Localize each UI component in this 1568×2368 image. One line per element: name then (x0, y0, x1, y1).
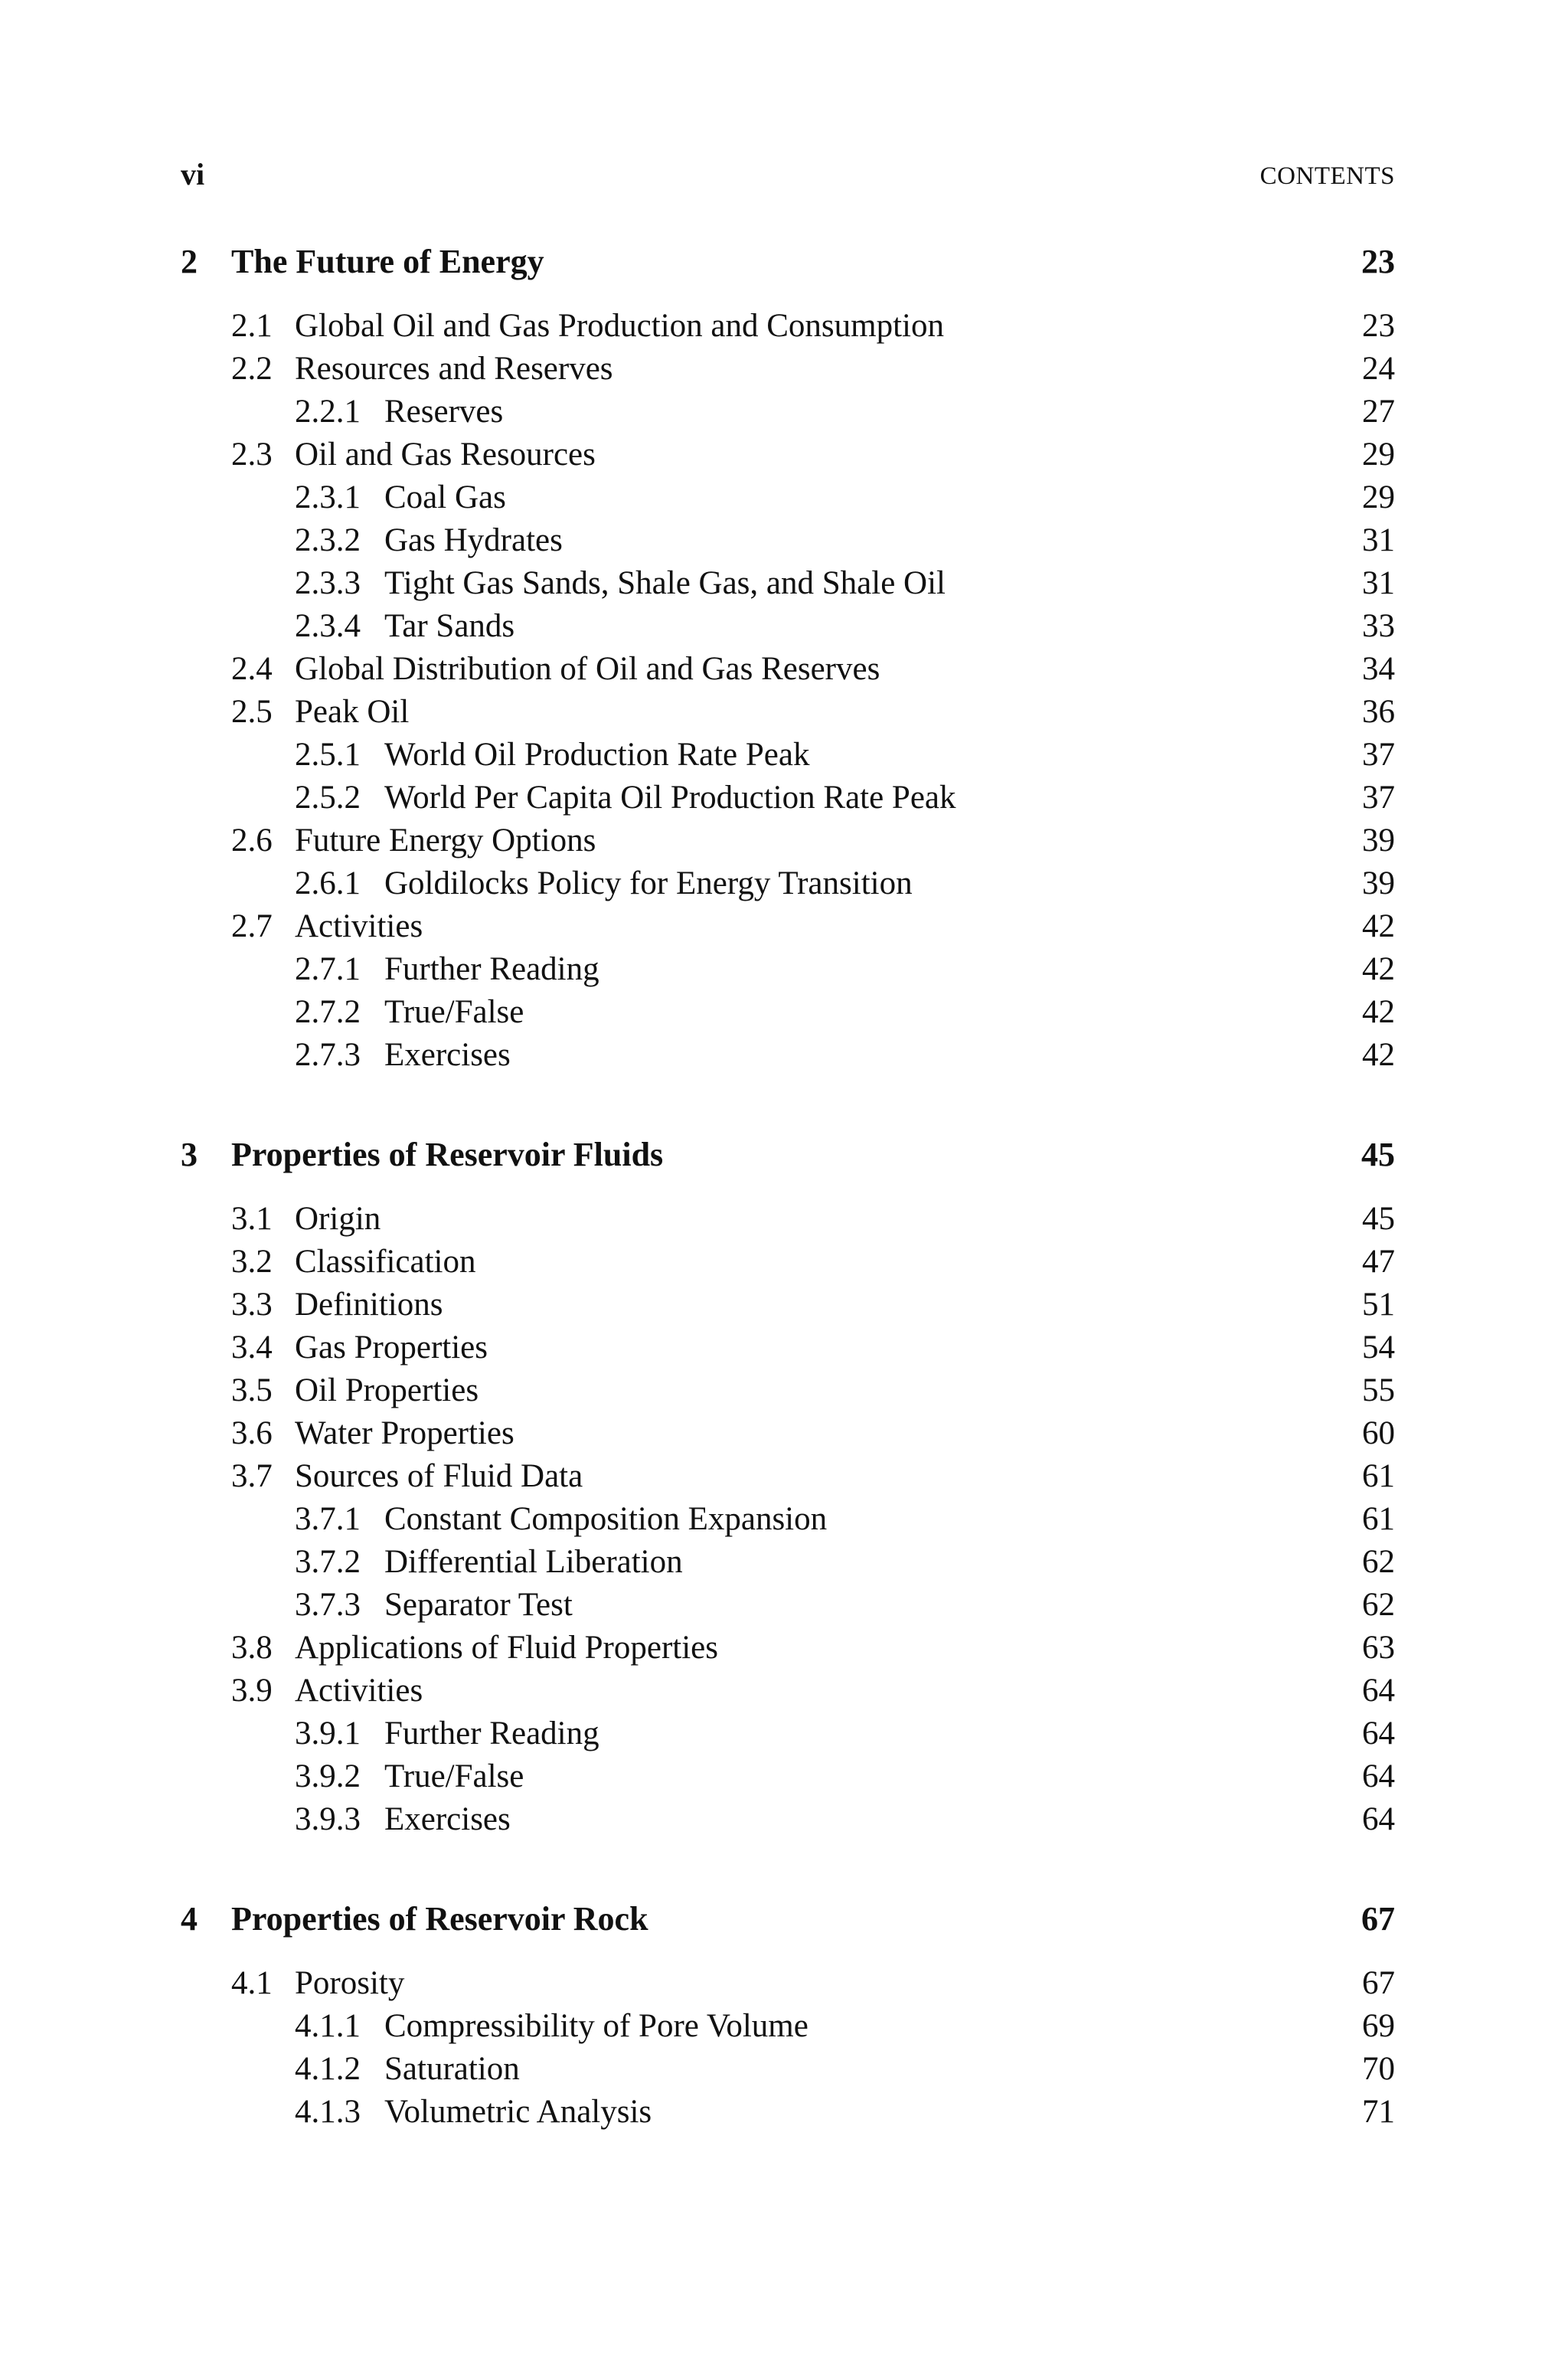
toc-entry-title: Tar Sands (384, 608, 515, 644)
toc-entry-title: Tight Gas Sands, Shale Gas, and Shale Oil (384, 565, 946, 601)
toc-section-row[interactable] (0, 1455, 1568, 1498)
toc-subsection-row[interactable] (0, 2005, 1568, 2048)
toc-entry-number: 3.4 (231, 1330, 273, 1366)
toc-entry-page: 31 (1362, 565, 1395, 601)
toc-entry-title: Further Reading (384, 1715, 599, 1751)
toc-entry-title: Water Properties (295, 1415, 514, 1451)
toc-entry-page: 63 (1362, 1630, 1395, 1666)
toc-entry-title: Applications of Fluid Properties (295, 1630, 718, 1666)
toc-entry-title: Exercises (384, 1801, 511, 1837)
toc-entry-page: 54 (1362, 1330, 1395, 1366)
toc-entry-page: 70 (1362, 2051, 1395, 2087)
toc-entry-title: Origin (295, 1201, 381, 1237)
toc-entry-page: 51 (1362, 1287, 1395, 1323)
toc-section-row[interactable] (0, 1284, 1568, 1326)
toc-subsection-row[interactable] (0, 1755, 1568, 1798)
toc-subsection-row[interactable] (0, 1498, 1568, 1541)
page-number: vi (181, 157, 205, 191)
toc-entry-page: 55 (1362, 1372, 1395, 1408)
toc-entry-title: Oil Properties (295, 1372, 479, 1408)
toc-subsection-row[interactable] (0, 2091, 1568, 2134)
toc-entry-title: The Future of Energy (231, 243, 544, 280)
toc-entry-number: 2.3.3 (295, 565, 361, 601)
toc-entry-title: Peak Oil (295, 694, 410, 730)
toc-entry-title: Properties of Reservoir Fluids (231, 1136, 664, 1173)
toc-entry-page: 45 (1361, 1136, 1395, 1173)
toc-entry-number: 3.3 (231, 1287, 273, 1323)
toc-entry-page: 67 (1361, 1900, 1395, 1938)
toc-entry-page: 67 (1362, 1965, 1395, 2001)
toc-entry-page: 29 (1362, 479, 1395, 515)
toc-subsection-row[interactable] (0, 1034, 1568, 1077)
toc-subsection-row[interactable] (0, 777, 1568, 819)
toc-entry-page: 64 (1362, 1715, 1395, 1751)
toc-section-row[interactable] (0, 905, 1568, 948)
toc-entry-title: Gas Properties (295, 1330, 488, 1366)
toc-entry-page: 69 (1362, 2008, 1395, 2044)
toc-subsection-row[interactable] (0, 2048, 1568, 2091)
toc-section-row[interactable] (0, 1962, 1568, 2005)
toc-entry-page: 42 (1362, 994, 1395, 1030)
toc-entry-number: 2.4 (231, 651, 273, 687)
toc-entry-title: Global Distribution of Oil and Gas Reserves (295, 651, 880, 687)
toc-entry-page: 62 (1362, 1587, 1395, 1623)
toc-entry-title: Coal Gas (384, 479, 506, 515)
toc-entry-number: 2.6 (231, 823, 273, 859)
toc-entry-title: Saturation (384, 2051, 520, 2087)
toc-entry-page: 27 (1362, 394, 1395, 430)
running-head: CONTENTS (1259, 162, 1395, 190)
toc-section-row[interactable] (0, 1670, 1568, 1712)
toc-section-row[interactable] (0, 348, 1568, 391)
toc-subsection-row[interactable] (0, 1712, 1568, 1755)
toc-entry-page: 36 (1362, 694, 1395, 730)
toc-entry-title: True/False (384, 1758, 524, 1794)
toc-subsection-row[interactable] (0, 991, 1568, 1034)
toc-subsection-row[interactable] (0, 734, 1568, 777)
toc-entry-title: Oil and Gas Resources (295, 437, 596, 473)
toc-section-row[interactable] (0, 691, 1568, 734)
toc-entry-page: 61 (1362, 1501, 1395, 1537)
toc-subsection-row[interactable] (0, 1584, 1568, 1627)
toc-entry-page: 37 (1362, 780, 1395, 816)
toc-entry-number: 2.5.1 (295, 737, 361, 773)
toc-entry-number: 2.3 (231, 437, 273, 473)
toc-entry-page: 33 (1362, 608, 1395, 644)
toc-entry-page: 37 (1362, 737, 1395, 773)
toc-entry-number: 4 (181, 1900, 198, 1938)
toc-entry-number: 3.6 (231, 1415, 273, 1451)
toc-entry-title: Differential Liberation (384, 1544, 683, 1580)
toc-entry-page: 34 (1362, 651, 1395, 687)
toc-entry-number: 2.3.2 (295, 522, 361, 558)
toc-entry-title: True/False (384, 994, 524, 1030)
toc-entry-page: 24 (1362, 351, 1395, 387)
toc-entry-number: 2.3.4 (295, 608, 361, 644)
toc-entry-page: 42 (1362, 1037, 1395, 1073)
toc-subsection-row[interactable] (0, 1798, 1568, 1841)
toc-entry-number: 3.9.3 (295, 1801, 361, 1837)
toc-entry-number: 3.9 (231, 1673, 273, 1709)
toc-entry-page: 42 (1362, 951, 1395, 987)
toc-section-row[interactable] (0, 1412, 1568, 1455)
toc-entry-number: 4.1.2 (295, 2051, 361, 2087)
toc-entry-number: 3.7 (231, 1458, 273, 1494)
toc-subsection-row[interactable] (0, 605, 1568, 648)
toc-entry-page: 64 (1362, 1758, 1395, 1794)
toc-entry-number: 3.9.1 (295, 1715, 361, 1751)
toc-entry-page: 71 (1362, 2094, 1395, 2130)
toc-entry-page: 29 (1362, 437, 1395, 473)
toc-subsection-row[interactable] (0, 476, 1568, 519)
toc-entry-page: 31 (1362, 522, 1395, 558)
toc-entry-number: 2.3.1 (295, 479, 361, 515)
toc-entry-title: World Oil Production Rate Peak (384, 737, 810, 773)
toc-entry-title: Future Energy Options (295, 823, 596, 859)
toc-section-row[interactable] (0, 1627, 1568, 1670)
toc-entry-title: Gas Hydrates (384, 522, 563, 558)
toc-entry-number: 2.1 (231, 308, 273, 344)
toc-entry-number: 2.5 (231, 694, 273, 730)
toc-entry-number: 4.1.3 (295, 2094, 361, 2130)
toc-entry-number: 3.7.3 (295, 1587, 361, 1623)
toc-entry-title: Compressibility of Pore Volume (384, 2008, 808, 2044)
toc-entry-number: 3.2 (231, 1244, 273, 1280)
toc-entry-number: 3.1 (231, 1201, 273, 1237)
toc-entry-page: 64 (1362, 1801, 1395, 1837)
toc-subsection-row[interactable] (0, 948, 1568, 991)
toc-entry-title: Further Reading (384, 951, 599, 987)
toc-entry-title: Resources and Reserves (295, 351, 613, 387)
toc-entry-title: Activities (295, 908, 423, 944)
toc-section-row[interactable] (0, 819, 1568, 862)
toc-section-row[interactable] (0, 433, 1568, 476)
toc-entry-number: 2.6.1 (295, 865, 361, 901)
toc-entry-number: 2.2 (231, 351, 273, 387)
toc-entry-title: Definitions (295, 1287, 443, 1323)
toc-entry-number: 2.2.1 (295, 394, 361, 430)
toc-entry-number: 3.8 (231, 1630, 273, 1666)
toc-entry-number: 2 (181, 243, 198, 280)
toc-entry-title: Classification (295, 1244, 476, 1280)
toc-entry-title: World Per Capita Oil Production Rate Peak (384, 780, 956, 816)
toc-entry-number: 3.5 (231, 1372, 273, 1408)
toc-subsection-row[interactable] (0, 562, 1568, 605)
toc-entry-number: 2.7.2 (295, 994, 361, 1030)
toc-entry-title: Volumetric Analysis (384, 2094, 652, 2130)
toc-entry-number: 2.7.1 (295, 951, 361, 987)
toc-entry-number: 3 (181, 1136, 198, 1173)
toc-entry-number: 4.1.1 (295, 2008, 361, 2044)
toc-entry-page: 45 (1362, 1201, 1395, 1237)
toc-chapter-row[interactable] (0, 1898, 1568, 1941)
toc-entry-number: 3.7.1 (295, 1501, 361, 1537)
toc-entry-title: Activities (295, 1673, 423, 1709)
toc-entry-number: 4.1 (231, 1965, 273, 2001)
toc-entry-title: Separator Test (384, 1587, 573, 1623)
toc-entry-page: 64 (1362, 1673, 1395, 1709)
toc-entry-page: 39 (1362, 823, 1395, 859)
toc-entry-title: Goldilocks Policy for Energy Transition (384, 865, 913, 901)
toc-entry-page: 23 (1362, 308, 1395, 344)
toc-entry-number: 3.9.2 (295, 1758, 361, 1794)
toc-entry-title: Global Oil and Gas Production and Consumption (295, 308, 944, 344)
toc-section-row[interactable] (0, 305, 1568, 348)
toc-section-row[interactable] (0, 1198, 1568, 1241)
toc-entry-page: 23 (1361, 243, 1395, 280)
toc-subsection-row[interactable] (0, 519, 1568, 562)
toc-entry-page: 42 (1362, 908, 1395, 944)
toc-section-row[interactable] (0, 648, 1568, 691)
toc-entry-title: Exercises (384, 1037, 511, 1073)
toc-entry-title: Reserves (384, 394, 504, 430)
toc-entry-page: 60 (1362, 1415, 1395, 1451)
toc-subsection-row[interactable] (0, 1541, 1568, 1584)
toc-entry-title: Sources of Fluid Data (295, 1458, 583, 1494)
toc-entry-title: Constant Composition Expansion (384, 1501, 828, 1537)
toc-section-row[interactable] (0, 1326, 1568, 1369)
toc-section-row[interactable] (0, 1369, 1568, 1412)
toc-entry-page: 47 (1362, 1244, 1395, 1280)
toc-entry-page: 61 (1362, 1458, 1395, 1494)
toc-entry-title: Porosity (295, 1965, 405, 2001)
toc-entry-page: 62 (1362, 1544, 1395, 1580)
toc-subsection-row[interactable] (0, 862, 1568, 905)
toc-entry-number: 2.7 (231, 908, 273, 944)
toc-subsection-row[interactable] (0, 391, 1568, 433)
toc-section-row[interactable] (0, 1241, 1568, 1284)
toc-entry-number: 2.7.3 (295, 1037, 361, 1073)
toc-entry-number: 2.5.2 (295, 780, 361, 816)
toc-entry-title: Properties of Reservoir Rock (231, 1900, 648, 1938)
toc-chapter-row[interactable] (0, 240, 1568, 283)
toc-entry-number: 3.7.2 (295, 1544, 361, 1580)
toc-entry-page: 39 (1362, 865, 1395, 901)
toc-chapter-row[interactable] (0, 1133, 1568, 1176)
